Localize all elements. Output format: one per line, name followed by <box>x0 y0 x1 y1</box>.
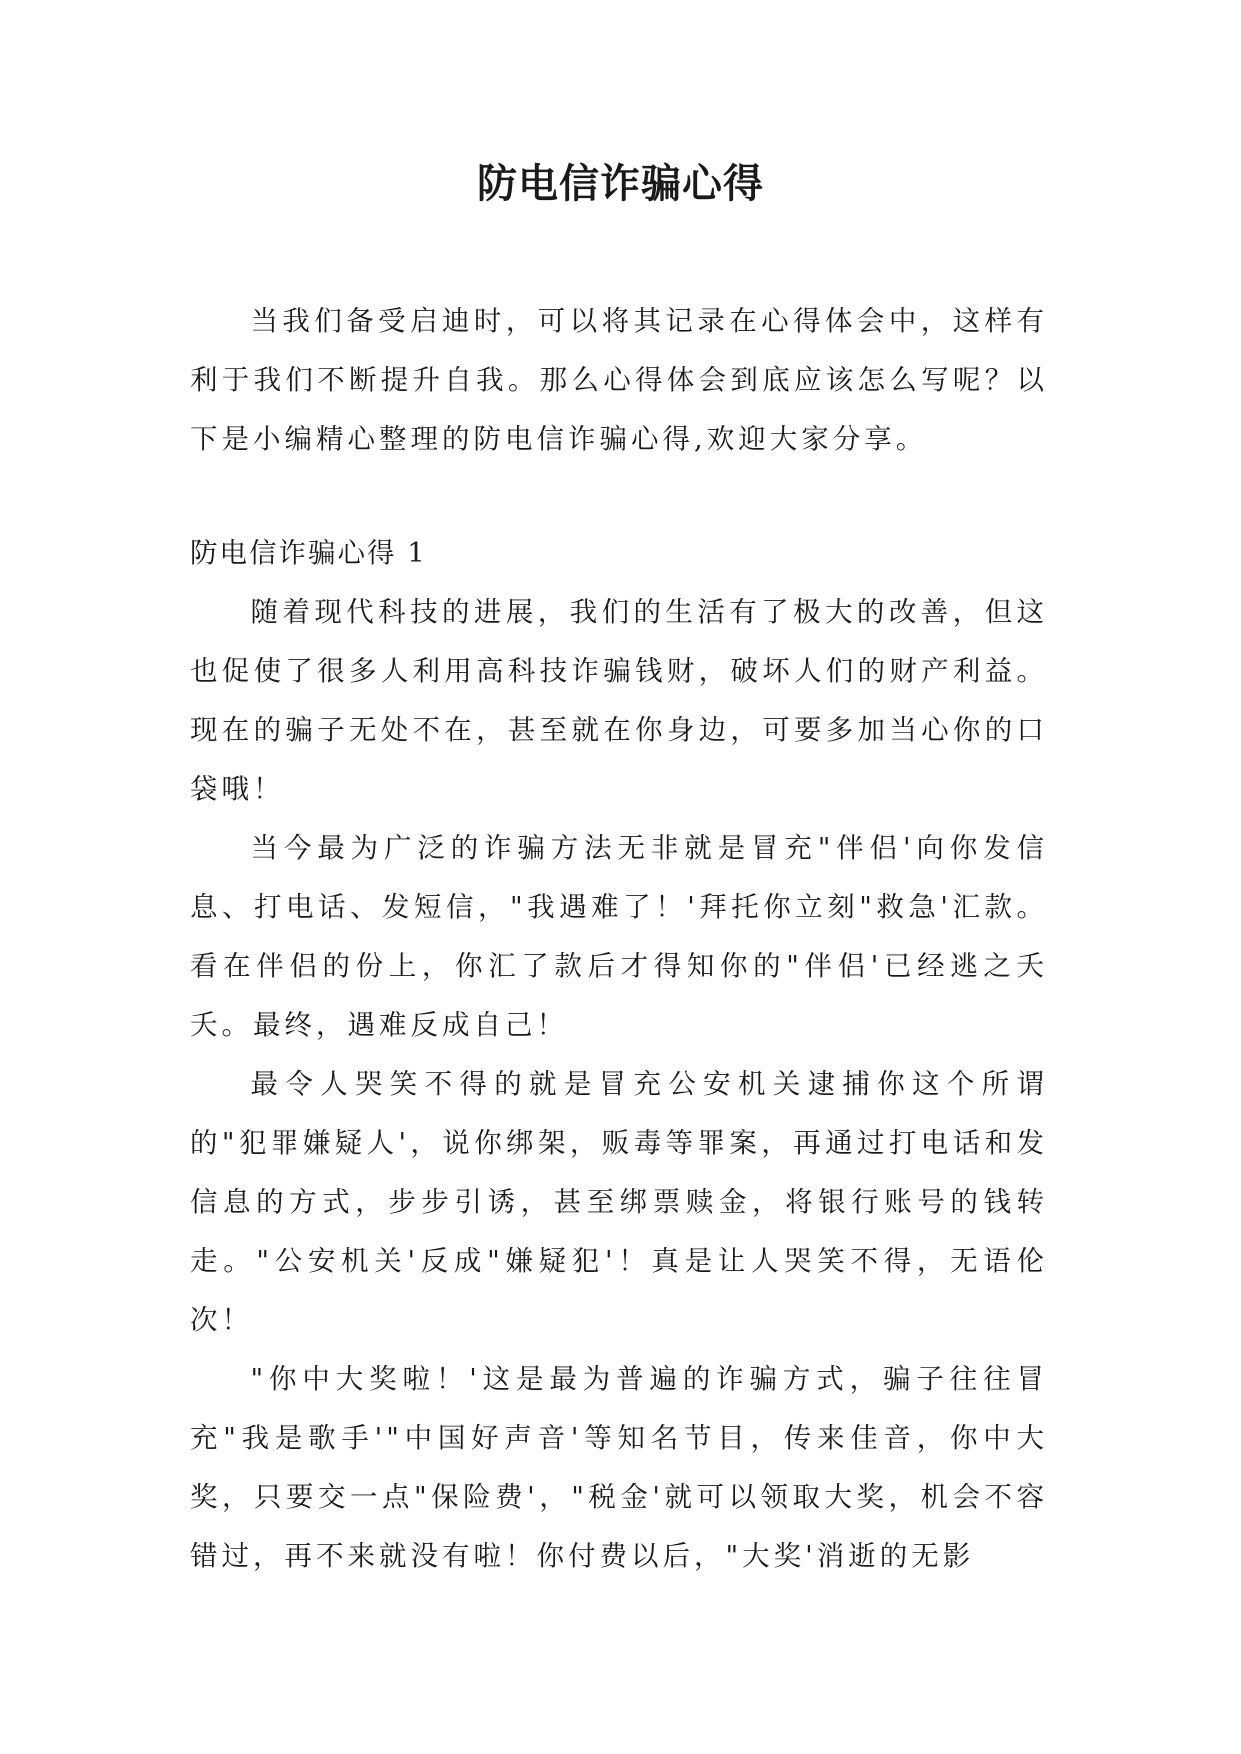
intro-paragraph: 当我们备受启迪时，可以将其记录在心得体会中，这样有利于我们不断提升自我。那么心得体会到底应该怎么写呢？以下是小编精心整理的防电信诈骗心得,欢迎大家分享。 <box>190 305 1048 455</box>
document-body <box>190 292 1048 1586</box>
body-paragraph: 当今最为广泛的诈骗方法无非就是冒充"伴侣'向你发信息、打电话、发短信，"我遇难了！'拜托你立刻"救急'汇款。看在伴侣的份上，你汇了款后才得知你的"伴侣'已经逃之夭夭。最终，遇难反成自己！ <box>190 832 1048 1041</box>
body-paragraph: 最令人哭笑不得的就是冒充公安机关逮捕你这个所谓的"犯罪嫌疑人'，说你绑架，贩毒等罪案，再通过打电话和发信息的方式，步步引诱，甚至绑票赎金，将银行账号的钱转走。"公安机关'反成"嫌疑犯'！真是让人哭笑不得，无语伦次！ <box>190 1068 1048 1336</box>
body-paragraph: "你中大奖啦！'这是最为普遍的诈骗方式，骗子往往冒充"我是歌手'"中国好声音'等知名节目，传来佳音，你中大奖，只要交一点"保险费'，"税金'就可以领取大奖，机会不容错过，再不来就没有啦！你付费以后，"大奖'消逝的无影 <box>190 1363 1048 1572</box>
body-paragraph: 随着现代科技的进展，我们的生活有了极大的改善，但这也促使了很多人利用高科技诈骗钱财，破坏人们的财产利益。现在的骗子无处不在，甚至就在你身边，可要多加当心你的口袋哦！ <box>190 596 1048 805</box>
section-heading: 防电信诈骗心得 1 <box>190 537 427 569</box>
document-title: 防电信诈骗心得 <box>477 160 764 207</box>
paragraph-gap <box>190 469 1048 524</box>
